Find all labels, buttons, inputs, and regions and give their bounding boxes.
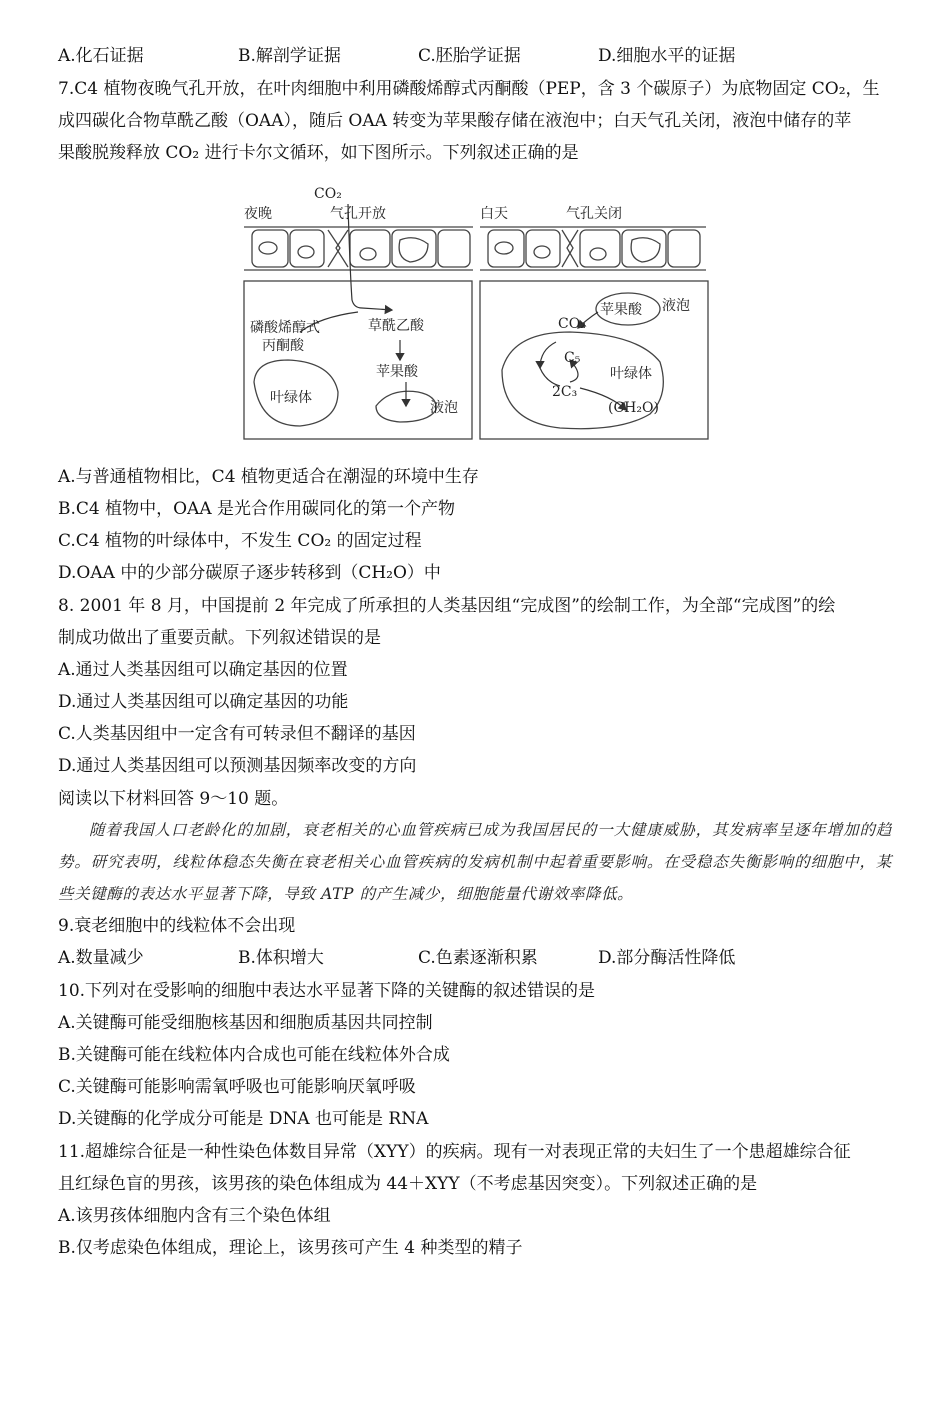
- diagram-c3-label: 2C₃: [552, 384, 578, 400]
- q10-stem: 10.下列对在受影响的细胞中表达水平显著下降的关键酶的叙述错误的是: [58, 981, 596, 1001]
- q11-option-a: A.该男孩体细胞内含有三个染色体组: [58, 1206, 331, 1226]
- q10-option-d: D.关键酶的化学成分可能是 DNA 也可能是 RNA: [58, 1109, 429, 1129]
- q11-stem-line2: 且红绿色盲的男孩，该男孩的染色体组成为 44＋XYY（不考虑基因突变）。下列叙述正确的是: [58, 1174, 758, 1194]
- q6-option-d: D.细胞水平的证据: [598, 46, 736, 66]
- diagram-vacuole-right-label: 液泡: [662, 298, 690, 314]
- q10-option-b: B.关键酶可能在线粒体内合成也可能在线粒体外合成: [58, 1045, 450, 1065]
- diagram-chloroplast-right-label: 叶绿体: [610, 366, 652, 382]
- diagram-pep-label-2: 丙酮酸: [262, 338, 304, 354]
- diagram-ch2o-label: (CH₂O): [608, 400, 659, 416]
- q10-option-c: C.关键酶可能影响需氧呼吸也可能影响厌氧呼吸: [58, 1077, 416, 1097]
- q11-option-b: B.仅考虑染色体组成，理论上，该男孩可产生 4 种类型的精子: [58, 1238, 523, 1258]
- diagram-co2-label: CO₂: [314, 186, 342, 202]
- q9-option-b: B.体积增大: [238, 948, 324, 968]
- reading-passage: 随着我国人口老龄化的加剧，衰老相关的心血管疾病已成为我国居民的一大健康威胁，其发病率呈逐年增加的趋势。研究表明，线粒体稳态失衡在衰老相关心血管疾病的发病机制中起着重要影响。在受稳态失衡影响的细胞中，某些关键酶的表达水平显著下降，导致 ATP 的产生减少，细胞能量代谢效率降低。: [58, 821, 892, 903]
- q9-option-d: D.部分酶活性降低: [598, 948, 736, 968]
- diagram-pep-label: 磷酸烯醇式: [250, 320, 320, 336]
- q6-option-b: B.解剖学证据: [238, 46, 341, 66]
- q6-option-c: C.胚胎学证据: [418, 46, 521, 66]
- diagram-oaa-label: 草酰乙酸: [368, 318, 424, 334]
- q8-option-b: D.通过人类基因组可以确定基因的功能: [58, 692, 349, 712]
- c4-photosynthesis-diagram: [240, 182, 712, 442]
- q7-option-b: B.C4 植物中，OAA 是光合作用碳同化的第一个产物: [58, 499, 456, 519]
- q8-option-c: C.人类基因组中一定含有可转录但不翻译的基因: [58, 724, 416, 744]
- diagram-stomata-closed-label: 气孔关闭: [566, 206, 622, 222]
- q8-stem-line1: 8. 2001 年 8 月，中国提前 2 年完成了所承担的人类基因组“完成图”的绘制工作，为全部“完成图”的绘: [58, 596, 836, 616]
- diagram-malate-left-label: 苹果酸: [376, 364, 418, 380]
- q8-option-a: A.通过人类基因组可以确定基因的位置: [58, 660, 348, 680]
- q7-option-a: A.与普通植物相比，C4 植物更适合在潮湿的环境中生存: [58, 467, 479, 487]
- diagram-day-label: 白天: [480, 206, 508, 222]
- diagram-chloroplast-left-label: 叶绿体: [270, 390, 312, 406]
- q7-stem-line3: 果酸脱羧释放 CO₂ 进行卡尔文循环，如下图所示。下列叙述正确的是: [58, 143, 579, 163]
- q10-option-a: A.关键酶可能受细胞核基因和细胞质基因共同控制: [58, 1013, 433, 1033]
- diagram-vacuole-left-label: 液泡: [430, 400, 458, 416]
- q7-stem-line2: 成四碳化合物草酰乙酸（OAA），随后 OAA 转变为苹果酸存储在液泡中；白天气孔关闭，液泡中储存的苹: [58, 111, 852, 131]
- q6-option-a: A.化石证据: [58, 46, 144, 66]
- diagram-night-label: 夜晚: [244, 206, 272, 222]
- reading-intro: 阅读以下材料回答 9～10 题。: [58, 789, 289, 809]
- q8-stem-line2: 制成功做出了重要贡献。下列叙述错误的是: [58, 628, 381, 648]
- q9-stem: 9.衰老细胞中的线粒体不会出现: [58, 916, 296, 936]
- diagram-c5-label: C₅: [564, 350, 581, 366]
- diagram-co2-right-label: CO₂: [558, 316, 586, 332]
- q7-option-d: D.OAA 中的少部分碳原子逐步转移到（CH₂O）中: [58, 563, 441, 583]
- q7-stem-line1: 7.C4 植物夜晚气孔开放，在叶肉细胞中利用磷酸烯醇式丙酮酸（PEP，含 3 个碳原子）为底物固定 CO₂，生: [58, 79, 880, 99]
- q11-stem-line1: 11.超雄综合征是一种性染色体数目异常（XYY）的疾病。现有一对表现正常的夫妇生了一个患超雄综合征: [58, 1142, 851, 1162]
- q8-option-d: D.通过人类基因组可以预测基因频率改变的方向: [58, 756, 417, 776]
- q9-option-c: C.色素逐渐积累: [418, 948, 538, 968]
- diagram-malate-right-label: 苹果酸: [600, 302, 642, 318]
- diagram-stomata-open-label: 气孔开放: [330, 206, 386, 222]
- q9-option-a: A.数量减少: [58, 948, 144, 968]
- q7-option-c: C.C4 植物的叶绿体中，不发生 CO₂ 的固定过程: [58, 531, 422, 551]
